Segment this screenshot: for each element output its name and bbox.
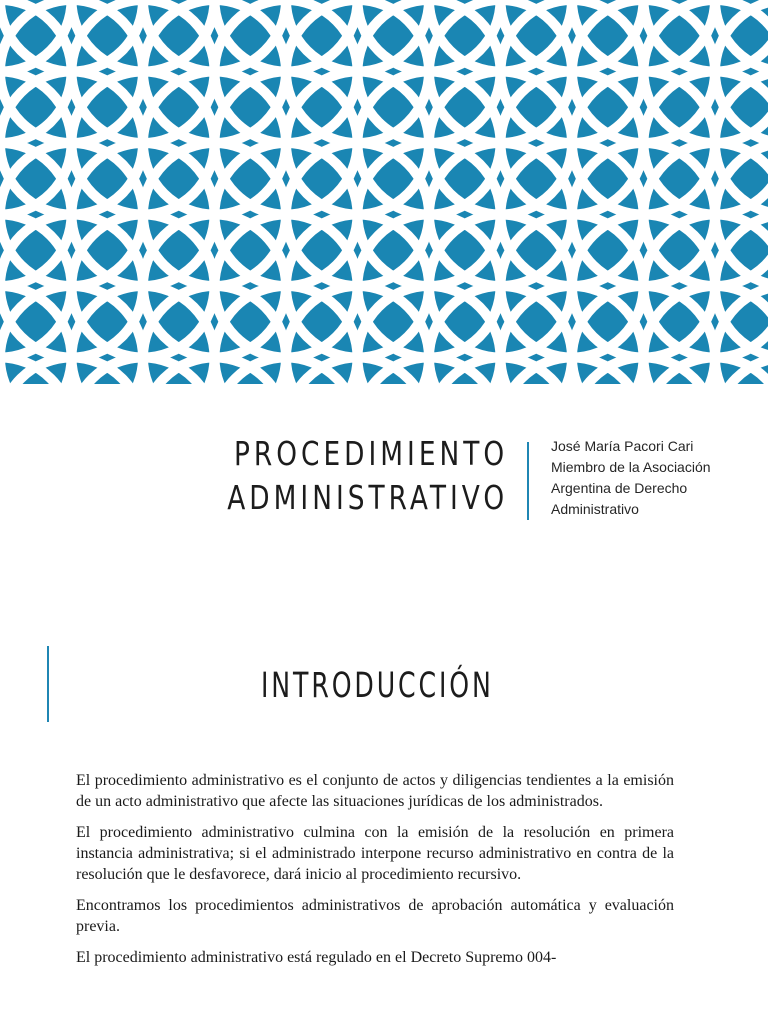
presentation-title bbox=[227, 432, 508, 520]
title-line-1: PROCEDIMIENTO bbox=[233, 434, 508, 473]
paragraph-1: El procedimiento administrativo es el conjunto de actos y diligencias tendientes a la emisión de un acto administrativo que afecte las situaciones jurídicas de los administrados. bbox=[76, 772, 674, 810]
heading-accent-bar bbox=[47, 646, 49, 722]
author-block bbox=[551, 436, 763, 520]
title-divider bbox=[527, 442, 529, 520]
paragraph-3: Encontramos los procedimientos administrativos de aprobación automática y evaluación previa. bbox=[76, 897, 674, 935]
affiliation-line-2: Argentina de Derecho bbox=[551, 480, 688, 496]
paragraph-4: El procedimiento administrativo está regulado en el Decreto Supremo 004- bbox=[76, 949, 557, 966]
affiliation-line-1: Miembro de la Asociación bbox=[551, 459, 711, 475]
paragraph-2: El procedimiento administrativo culmina con la emisión de la resolución en primera instancia administrativa; si el administrado interpone recurso administrativo en contra de la resolución que le desfavorece, dará inicio al procedimiento recursivo. bbox=[76, 824, 674, 883]
title-line-2: ADMINISTRATIVO bbox=[227, 478, 508, 517]
slide-body bbox=[76, 770, 674, 978]
slide-heading: INTRODUCCIÓN bbox=[261, 666, 494, 706]
affiliation-line-3: Administrativo bbox=[551, 501, 639, 517]
interlocking-circles-pattern bbox=[0, 0, 768, 384]
author-name: José María Pacori Cari bbox=[551, 438, 694, 454]
introduction-slide bbox=[0, 576, 768, 1024]
